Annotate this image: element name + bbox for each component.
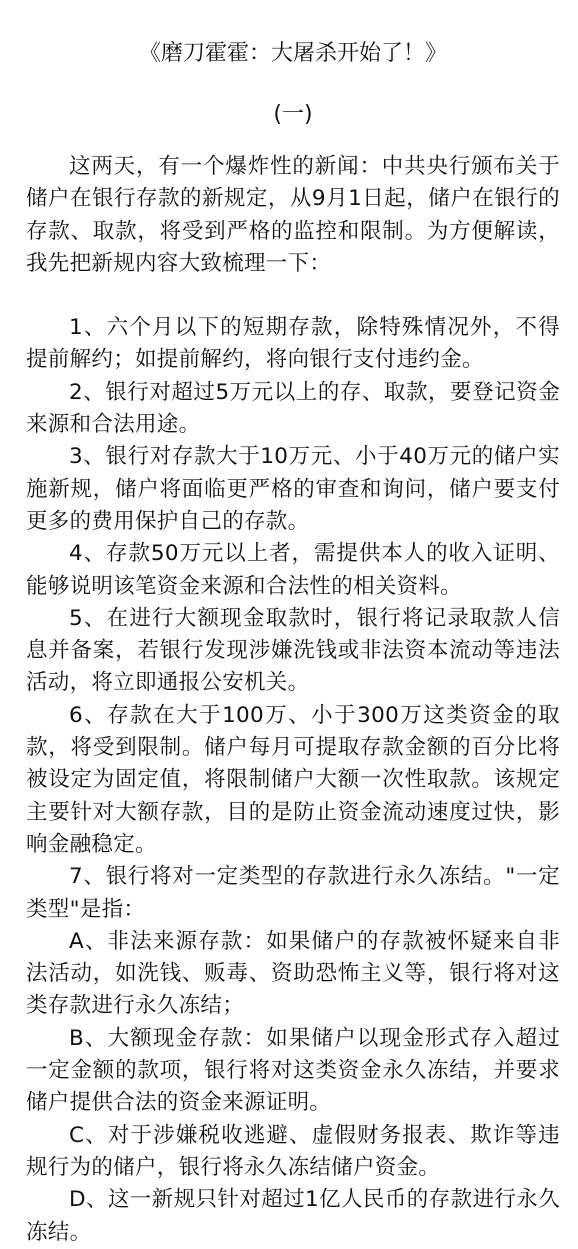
- paragraph-rule-5: 5、在进行大额现金取款时，银行将记录取款人信息并备案，若银行发现涉嫌洗钱或非法资本流动等违法活动，将立即通报公安机关。: [26, 605, 560, 696]
- paragraph-item-b: B、大额现金存款：如果储户以现金形式存入超过一定金额的款项，银行将对这类资金永久冻结，并要求储户提供合法的资金来源证明。: [26, 1025, 560, 1116]
- paragraph-rule-7: 7、银行将对一定类型的存款进行永久冻结。"一定类型"是指：: [26, 864, 560, 922]
- paragraph-intro: 这两天，有一个爆炸性的新闻：中共央行颁布关于储户在银行存款的新规定，从9月1日起，储户在银行的存款、取款，将受到严格的监控和限制。为方便解读，我先把新规内容大致梳理一下：: [26, 154, 560, 276]
- paragraph-item-c: C、对于涉嫌税收逃避、虚假财务报表、欺诈等违规行为的储户，银行将永久冻结储户资金。: [26, 1122, 560, 1180]
- article-title: 《磨刀霍霍：大屠杀开始了！》: [138, 41, 447, 66]
- paragraph-item-d: D、这一新规只针对超过1亿人民币的存款进行永久冻结。: [26, 1187, 560, 1245]
- section-heading: (一): [273, 102, 313, 127]
- paragraph-rule-1: 1、六个月以下的短期存款，除特殊情况外，不得提前解约；如提前解约，将向银行支付违约金。: [26, 315, 560, 373]
- paragraph-rule-6: 6、存款在大于100万、小于300万这类资金的取款，将受到限制。储户每月可提取存款金额的百分比将被设定为固定值，将限制储户大额一次性取款。该规定主要针对大额存款，目的是防止资金流动速度过快，影响金融稳定。: [26, 702, 560, 857]
- paragraph-rule-3: 3、银行对存款大于10万元、小于40万元的储户实施新规，储户将面临更严格的审查和询问，储户要支付更多的费用保护自己的存款。: [26, 444, 560, 534]
- paragraph-rule-4: 4、存款50万元以上者，需提供本人的收入证明、能够说明该笔资金来源和合法性的相关资料。: [26, 541, 560, 599]
- paragraph-rule-2: 2、银行对超过5万元以上的存、取款，要登记资金来源和合法用途。: [26, 379, 560, 438]
- article-body: [26, 151, 560, 1249]
- paragraph-item-a: A、非法来源存款：如果储户的存款被怀疑来自非法活动，如洗钱、贩毒、资助恐怖主义等，银行将对这类存款进行永久冻结；: [26, 928, 560, 1019]
